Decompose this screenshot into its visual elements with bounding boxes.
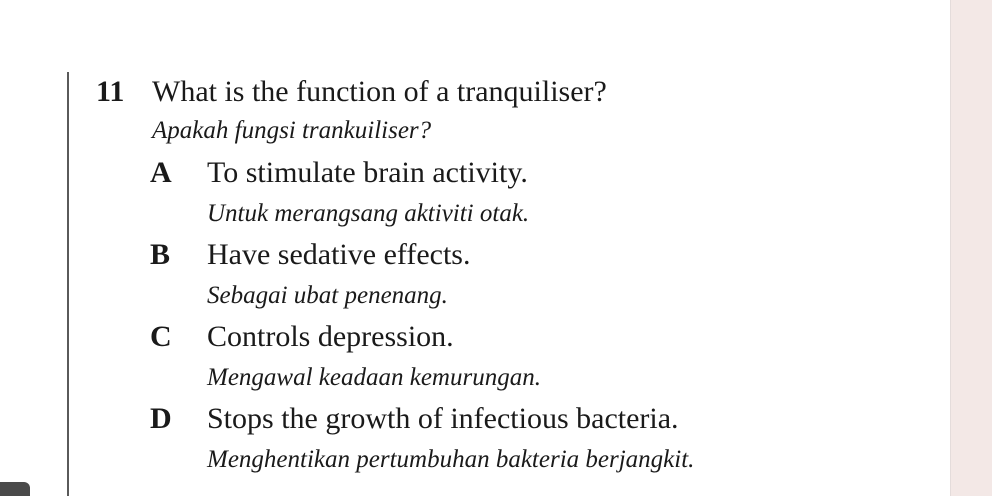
option-d-translation: Menghentikan pertumbuhan bakteria berjangkit. bbox=[207, 446, 695, 473]
margin-rule bbox=[67, 72, 69, 496]
question-translation: Apakah fungsi trankuiliser? bbox=[152, 117, 432, 144]
question-number: 11 bbox=[96, 75, 125, 108]
option-b-translation: Sebagai ubat penenang. bbox=[207, 282, 448, 309]
corner-tab bbox=[0, 482, 30, 496]
question-text: What is the function of a tranquiliser? bbox=[152, 75, 607, 108]
option-a-text[interactable]: To stimulate brain activity. bbox=[207, 156, 528, 189]
option-c-text[interactable]: Controls depression. bbox=[207, 320, 454, 353]
option-d-letter[interactable]: D bbox=[150, 402, 172, 435]
right-side-strip bbox=[950, 0, 992, 496]
option-a-translation: Untuk merangsang aktiviti otak. bbox=[207, 200, 530, 227]
option-c-translation: Mengawal keadaan kemurungan. bbox=[207, 364, 541, 391]
option-b-letter[interactable]: B bbox=[150, 238, 171, 271]
option-b-text[interactable]: Have sedative effects. bbox=[207, 238, 471, 271]
option-d-text[interactable]: Stops the growth of infectious bacteria. bbox=[207, 402, 679, 435]
option-c-letter[interactable]: C bbox=[150, 320, 172, 353]
option-a-letter[interactable]: A bbox=[150, 156, 172, 189]
